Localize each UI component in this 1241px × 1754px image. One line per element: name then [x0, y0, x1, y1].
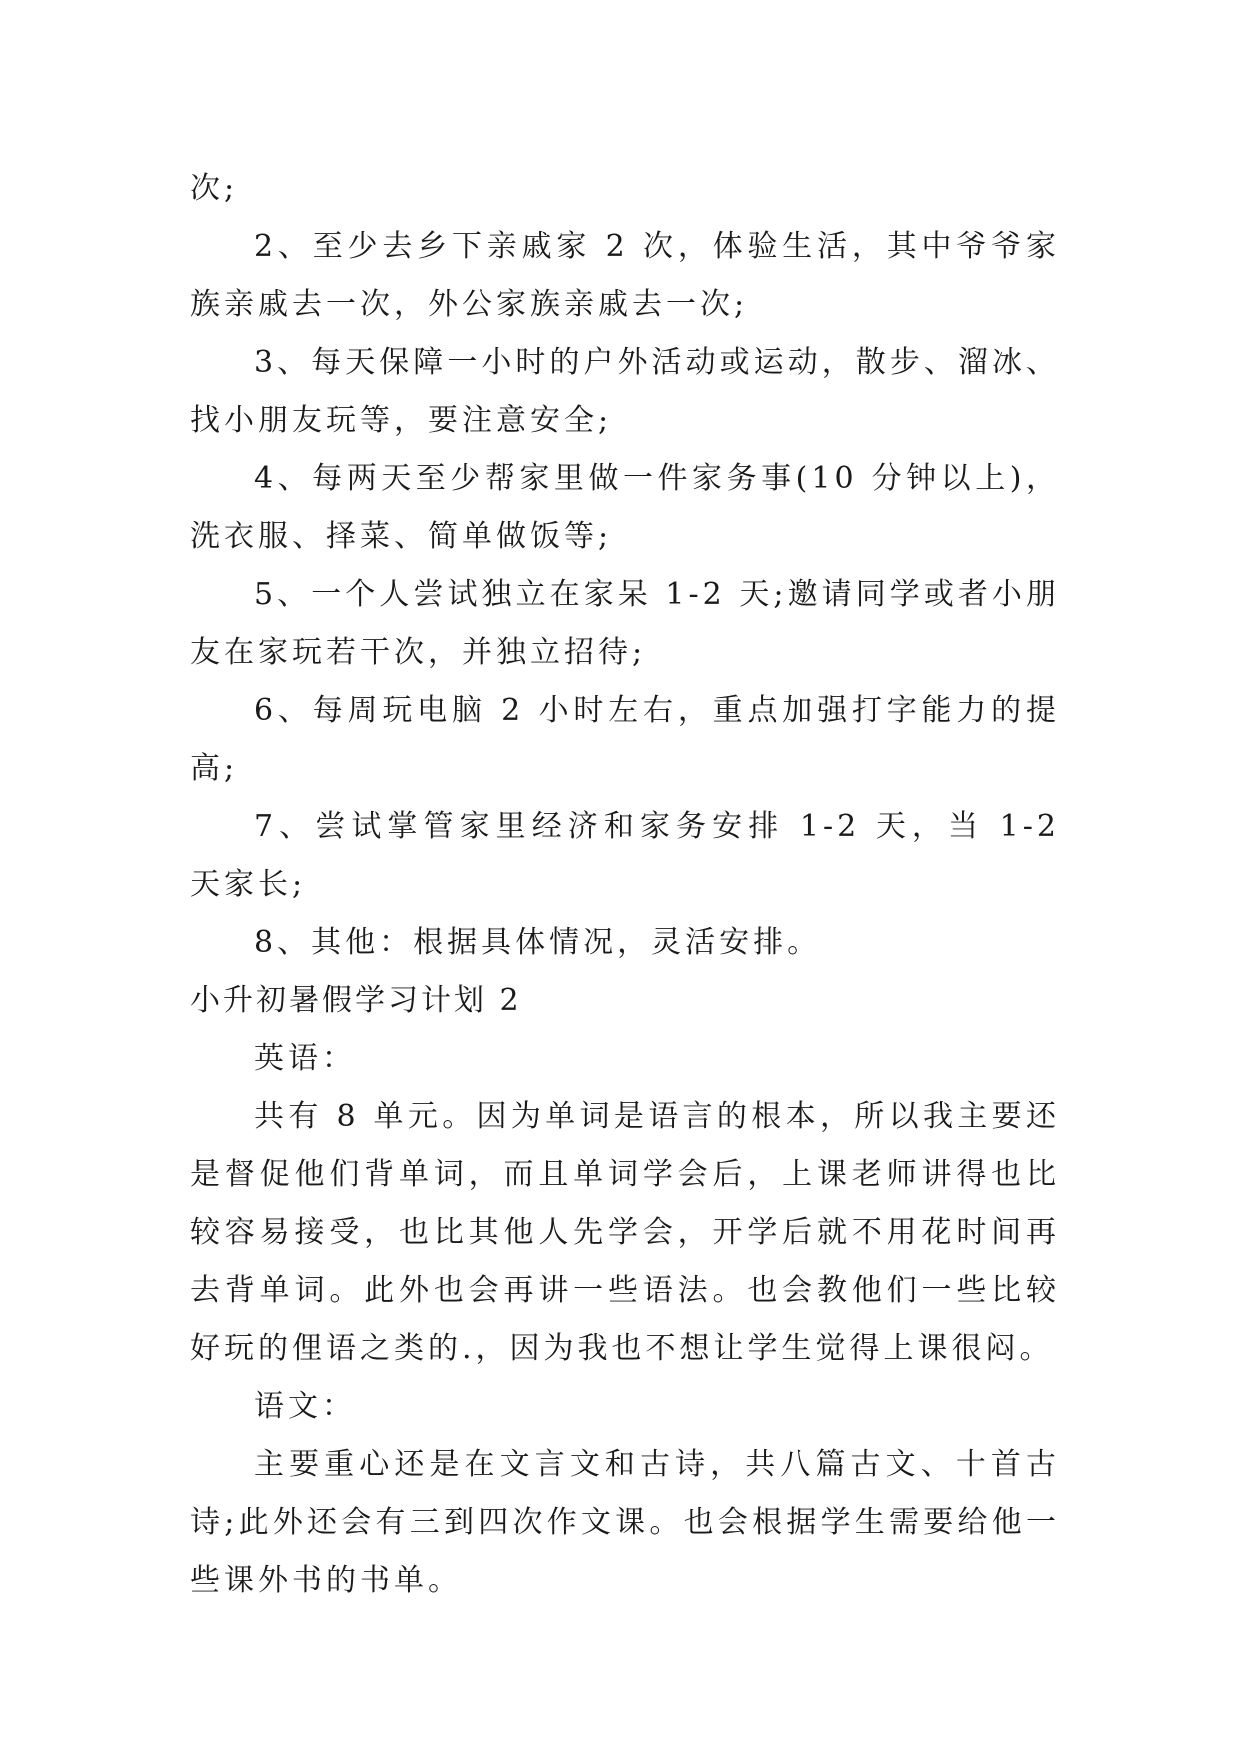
- subject-heading-chinese: 语文：: [254, 1389, 356, 1424]
- paragraph-item-4: 4、每两天至少帮家里做一件家务事(10 分钟以上)，洗衣服、择菜、简单做饭等;: [190, 461, 1060, 554]
- paragraph-item-6: 6、每周玩电脑 2 小时左右，重点加强打字能力的提高;: [190, 693, 1060, 786]
- paragraph-item-3: 3、每天保障一小时的户外活动或运动，散步、溜冰、找小朋友玩等，要注意安全;: [190, 345, 1060, 438]
- paragraph-item-5: 5、一个人尝试独立在家呆 1-2 天;邀请同学或者小朋友在家玩若干次，并独立招待;: [190, 577, 1060, 670]
- paragraph-continuation: 次;: [190, 171, 239, 206]
- paragraph-item-8: 8、其他：根据具体情况，灵活安排。: [254, 925, 822, 960]
- paragraph-item-2: 2、至少去乡下亲戚家 2 次，体验生活，其中爷爷家族亲戚去一次，外公家族亲戚去一次;: [190, 229, 1060, 322]
- paragraph-chinese: 主要重心还是在文言文和古诗，共八篇古文、十首古诗;此外还会有三到四次作文课。也会根据学生需要给他一些课外书的书单。: [190, 1447, 1060, 1598]
- section-title: 小升初暑假学习计划 2: [190, 983, 522, 1018]
- subject-heading-english: 英语：: [254, 1041, 356, 1076]
- paragraph-item-7: 7、尝试掌管家里经济和家务安排 1-2 天，当 1-2 天家长;: [190, 809, 1060, 902]
- paragraph-english: 共有 8 单元。因为单词是语言的根本，所以我主要还是督促他们背单词，而且单词学会后，上课老师讲得也比较容易接受，也比其他人先学会，开学后就不用花时间再去背单词。此外也会再讲一些语法。也会教他们一些比较好玩的俚语之类的.，因为我也不想让学生觉得上课很闷。: [190, 1099, 1060, 1366]
- document-body: [190, 160, 1060, 1610]
